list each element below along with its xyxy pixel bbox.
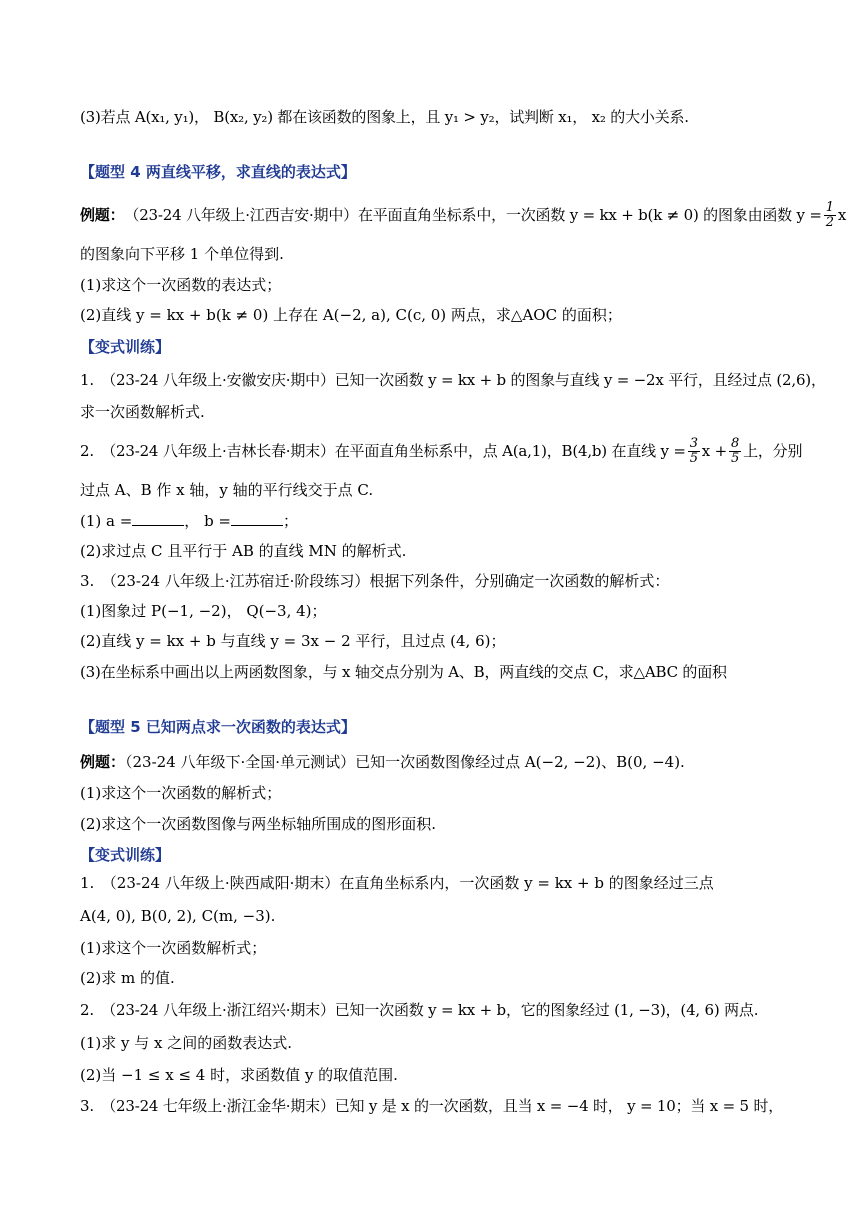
exercise-4-2-line-1 <box>80 436 808 466</box>
exercise-4-2-tail: 上，分别 <box>743 442 803 460</box>
exercise-5-1-line-1: 1. （23-24 八年级上·陕西咸阳·期末）在直角坐标系内，一次函数 y = kx + b 的图象经过三点 <box>80 874 714 892</box>
example-5-text: （23-24 八年级下·全国·单元测试）已知一次函数图像经过点 A(−2, −2)、B(0, −4). <box>125 753 685 771</box>
fraction-denominator: 2 <box>825 214 834 230</box>
blank-b-label: ， b = <box>184 512 232 530</box>
example-label: 例题： <box>80 753 126 771</box>
exercise-5-1-line-2: A(4, 0), B(0, 2), C(m, −3). <box>80 907 276 925</box>
exercise-5-1-part-1: (1)求这个一次函数解析式； <box>80 939 267 957</box>
blank-end: ； <box>283 512 299 530</box>
example-4-text-tail: x <box>837 206 847 224</box>
fraction-numerator: 3 <box>689 435 698 451</box>
example-4-part-2: (2)直线 y = kx + b(k ≠ 0) 上存在 A(−2, a), C(c, 0) 两点，求△AOC 的面积； <box>80 306 622 324</box>
exercise-4-2-part-1 <box>80 511 808 531</box>
exercise-5-3-line-1: 3. （23-24 七年级上·浙江金华·期末）已知 y 是 x 的一次函数，且当 x = −4 时， y = 10；当 x = 5 时， <box>80 1097 784 1115</box>
exercise-4-2-part-2: (2)求过点 C 且平行于 AB 的直线 MN 的解析式. <box>80 542 407 560</box>
exercise-4-1-line-1: 1. （23-24 八年级上·安徽安庆·期中）已知一次函数 y = kx + b 的图象与直线 y = −2x 平行，且经过点 (2,6)， <box>80 371 826 389</box>
fraction-denominator: 5 <box>731 450 740 466</box>
example-4-line-1 <box>80 199 847 230</box>
answer-blank-a[interactable] <box>132 511 184 526</box>
exercise-5-2-part-1: (1)求 y 与 x 之间的函数表达式. <box>80 1034 293 1052</box>
exercise-5-2-part-2: (2)当 −1 ≤ x ≤ 4 时，求函数值 y 的取值范围. <box>80 1066 398 1084</box>
fraction-numerator: 1 <box>825 199 834 215</box>
question-3-text: (3)若点 A(x₁, y₁)， B(x₂, y₂) 都在该函数的图象上，且 y₁ > y₂，试判断 x₁， x₂ 的大小关系. <box>80 108 689 126</box>
answer-blank-b[interactable] <box>231 511 283 526</box>
exercise-4-2-text: 2. （23-24 八年级上·吉林长春·期末）在平面直角坐标系中，点 A(a,1)，B(4,b) 在直线 y = <box>80 442 686 460</box>
example-5-part-2: (2)求这个一次函数图像与两坐标轴所围成的图形面积. <box>80 815 437 833</box>
section-title-type-5: 【题型 5 已知两点求一次函数的表达式】 <box>80 718 356 736</box>
exercise-4-3-part-2: (2)直线 y = kx + b 与直线 y = 3x − 2 平行，且过点 (4, 6)； <box>80 632 506 650</box>
example-4-text: （23-24 八年级上·江西吉安·期中）在平面直角坐标系中，一次函数 y = kx + b(k ≠ 0) 的图象由函数 y = <box>124 206 822 224</box>
fraction-denominator: 5 <box>689 450 698 466</box>
exercise-4-3-part-1: (1)图象过 P(−1, −2)， Q(−3, 4)； <box>80 602 327 620</box>
fraction-numerator: 8 <box>731 435 740 451</box>
example-4-line-2: 的图象向下平移 1 个单位得到. <box>80 245 284 263</box>
example-5-part-1: (1)求这个一次函数的解析式； <box>80 784 282 802</box>
exercise-4-2-mid: x + <box>701 442 727 460</box>
fraction-three-fifths <box>688 437 700 466</box>
blank-a-label: (1) a = <box>80 512 133 530</box>
training-title: 【变式训练】 <box>80 338 171 356</box>
fraction-one-half <box>824 201 836 230</box>
exercise-4-1-line-2: 求一次函数解析式. <box>80 403 205 421</box>
training-title: 【变式训练】 <box>80 846 171 864</box>
example-4-part-1: (1)求这个一次函数的表达式； <box>80 276 282 294</box>
exercise-4-2-line-2: 过点 A、B 作 x 轴，y 轴的平行线交于点 C. <box>80 481 374 499</box>
example-label: 例题： <box>80 206 125 224</box>
exercise-5-1-part-2: (2)求 m 的值. <box>80 969 175 987</box>
exercise-4-3-line-1: 3. （23-24 八年级上·江苏宿迁·阶段练习）根据下列条件，分别确定一次函数的解析式： <box>80 572 670 590</box>
exercise-4-3-part-3: (3)在坐标系中画出以上两函数图象，与 x 轴交点分别为 A、B，两直线的交点 C，求△ABC 的面积 <box>80 663 727 681</box>
example-5-line-1 <box>80 752 808 772</box>
fraction-eight-fifths <box>729 437 741 466</box>
section-title-type-4: 【题型 4 两直线平移，求直线的表达式】 <box>80 163 356 181</box>
exercise-5-2-line-1: 2. （23-24 八年级上·浙江绍兴·期末）已知一次函数 y = kx + b，它的图象经过 (1, −3)，(4, 6) 两点. <box>80 1001 759 1019</box>
